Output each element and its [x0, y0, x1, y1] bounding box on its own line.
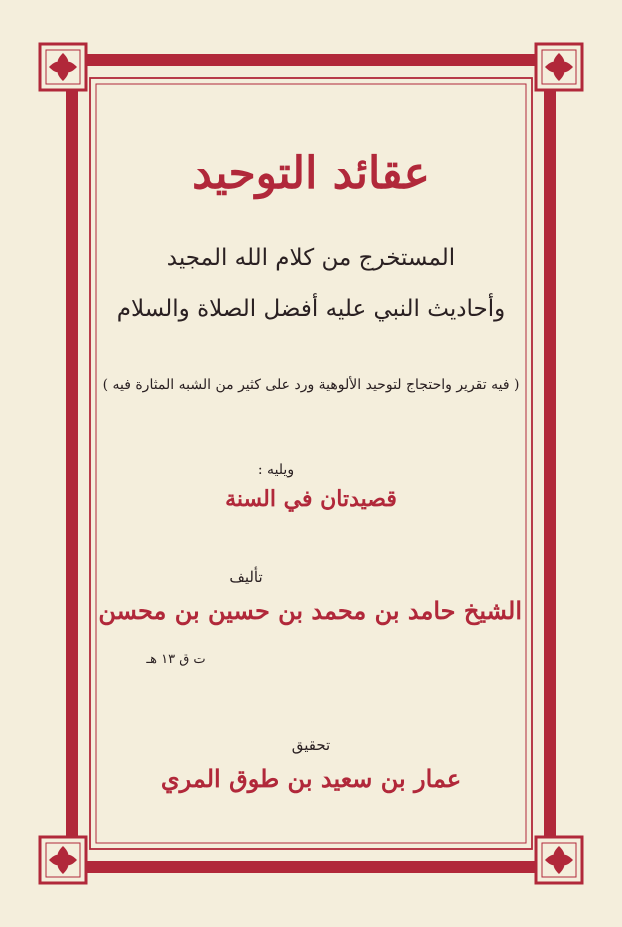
description: ( فيه تقرير واحتجاج لتوحيد الألوهية ورد على كثير من الشبه المثارة فيه ) — [102, 377, 520, 393]
book-title: عقائد التوحيد — [192, 148, 430, 199]
subtitle-line-1: المستخرج من كلام الله المجيد — [166, 245, 456, 271]
border-band-right — [544, 54, 556, 873]
border-band-bottom — [66, 861, 556, 873]
border-band-left — [66, 54, 78, 873]
corner-ornament-top-left — [40, 44, 86, 90]
authorship-row — [100, 568, 522, 586]
corner-ornament-bottom-right — [536, 837, 582, 883]
death-date-row — [100, 652, 522, 667]
editing-label: تحقيق — [291, 736, 331, 754]
subtitle-line-2: وأحاديث النبي عليه أفضل الصلاة والسلام — [116, 296, 506, 322]
corner-ornament-bottom-left — [40, 837, 86, 883]
authorship-label: تأليف — [229, 568, 263, 586]
corner-ornament-top-right — [536, 44, 582, 90]
editor-name: عمار بن سعيد بن طوق المري — [160, 764, 462, 793]
author-name: الشيخ حامد بن محمد بن حسين بن محسن — [98, 596, 522, 625]
poems-title: قصيدتان في السنة — [225, 486, 397, 512]
border-band-top — [66, 54, 556, 66]
follows-label: ويليه : — [257, 462, 295, 478]
death-date: ت ق ١٣ هـ — [146, 652, 206, 667]
follows-row — [100, 462, 522, 478]
